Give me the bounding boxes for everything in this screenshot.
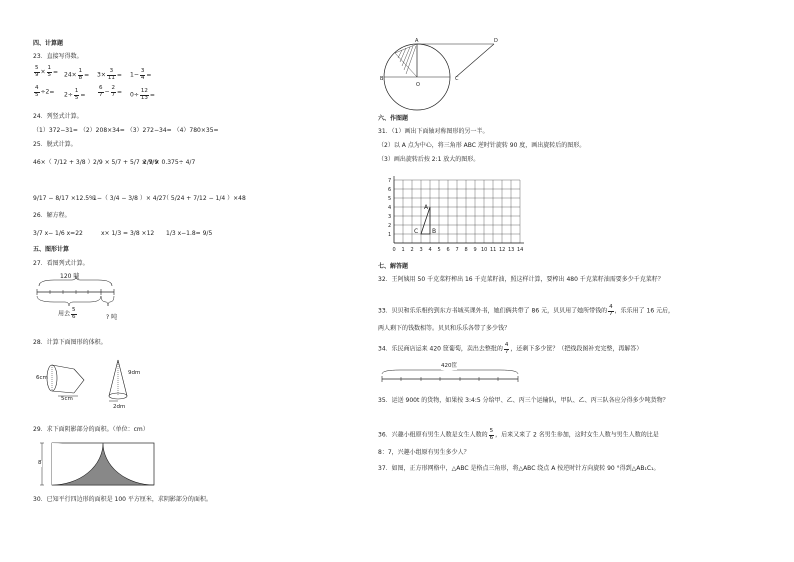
q30-circle-figure xyxy=(380,36,500,116)
q23-item-8: 0÷ $\frac{12}{13}$ = xyxy=(130,88,155,101)
grid-label-a: A xyxy=(424,204,429,211)
fig-label-o: O xyxy=(416,82,420,88)
q23-item-4: 1− $\frac{3}{4}$ = xyxy=(130,68,152,81)
grid-x-tick: 6 xyxy=(446,247,450,253)
grid-x-tick: 12 xyxy=(499,247,506,253)
q36-line2: 8：7，兴趣小组原有男生多少人？ xyxy=(378,449,470,456)
q30-title: 30．已知平行四边形的面积是 100 平方厘米，求阴影部分的面积。 xyxy=(33,496,212,503)
q25-row2-item1: 9/17 − 8/17 ×12.5% xyxy=(33,195,95,202)
q29-title: 29．求下面阴影部分的面积。（单位：cm） xyxy=(33,426,149,433)
q23-item-3: 3× $\frac{3}{11}$ = xyxy=(97,68,122,81)
grid-y-tick: 1 xyxy=(388,232,392,238)
q31-grid xyxy=(380,170,550,256)
triangle-abc xyxy=(421,207,430,234)
grid-x-tick: 13 xyxy=(508,247,515,253)
q27-title: 27．看图列式计算。 xyxy=(33,260,89,267)
grid-x-tick: 4 xyxy=(428,247,432,253)
grid-x-tick: 2 xyxy=(410,247,414,253)
q28-title: 28．计算下面图形的体积。 xyxy=(33,339,107,346)
q26-item2: x× 1/3 = 3/8 ×12 xyxy=(101,230,155,237)
grid-y-tick: 2 xyxy=(388,223,392,229)
q31-part1: 31．（1）画出下面轴对称图形的另一半。 xyxy=(378,128,489,135)
q34-total-label: 420筐 xyxy=(441,363,457,369)
q35-text: 35．运送 900t 的货物，如果按 3:4:5 分给甲、乙、丙三个运输队，甲队、乙、丙三队各应分得多少吨货物？ xyxy=(378,397,669,404)
q31-part3: （3）画出旋转后按 2:1 放大的图形。 xyxy=(378,156,480,163)
q36-line1: 36．兴趣小组原有男生人数是女生人数的 $\frac{5}{6}$ ，后来又来了 2 名男生参加，这时女生人数与男生人数的比是 xyxy=(378,428,659,441)
q25-row2-item2: 1−（ 3/4 − 3/8 ）× 4/27 xyxy=(93,195,167,202)
q32-text: 32．王阿姨用 50 千克菜籽榨出 16 千克菜籽油，照这样计算，要榨出 480 千克菜籽油需要多少千克菜籽？ xyxy=(378,276,664,283)
q28-solids xyxy=(36,356,146,414)
grid-x-tick: 5 xyxy=(437,247,441,253)
grid-x-tick: 14 xyxy=(517,247,524,253)
q23-item-1: $\frac{5}{9}$ × $\frac{1}{5}$ = xyxy=(35,65,59,78)
grid-y-tick: 5 xyxy=(388,196,392,202)
grid-label-c: C xyxy=(414,228,419,235)
q26-title: 26．解方程。 xyxy=(33,212,71,219)
q27-used-label: 用去 $\frac{5}{6}$ xyxy=(58,307,76,320)
q26-item1: 3/7 x− 1/6 x=22 xyxy=(33,230,83,237)
q33-line2: 两人剩下的钱数相等。贝贝和乐乐各带了多少钱？ xyxy=(378,325,511,332)
grid-x-tick: 0 xyxy=(392,247,396,253)
grid-y-tick: 3 xyxy=(388,214,392,220)
q26-item3: 1/3 x−1.8= 9/5 xyxy=(166,230,213,237)
q25-row2-item3: （ 5/24 + 7/12 − 1/4 ）×48 xyxy=(163,195,246,202)
q28-label-2dm: 2dm xyxy=(113,404,126,410)
q29-height-label: 8 xyxy=(38,460,42,466)
section-7-heading: 七、解答题 xyxy=(378,263,409,270)
fig-label-b: B xyxy=(380,76,384,82)
q33-line1: 33．贝贝和乐乐相约到东方书城买课外书，她们俩共带了 86 元，贝贝用了她所带钱的 $\frac{4}{7}$ ，乐乐用了 16 元后， xyxy=(378,304,675,317)
q27-total-label: 120 吨 xyxy=(60,273,80,280)
grid-x-tick: 11 xyxy=(490,247,497,253)
grid-x-tick: 7 xyxy=(455,247,459,253)
grid-x-tick: 9 xyxy=(473,247,477,253)
grid-label-b: B xyxy=(432,228,437,235)
grid-y-tick: 6 xyxy=(388,187,392,193)
q37-text: 37．如图，正方形网格中，△ABC 是格点三角形，将△ABC 绕点 A 按逆时针方向旋转 90 °得到△AB₁C₁。 xyxy=(378,465,660,472)
q28-label-6cm: 6cm xyxy=(36,375,48,381)
q23-item-6: 2÷ $\frac{1}{5}$ = xyxy=(64,88,86,101)
q27-unknown-label: ? 吨 xyxy=(106,314,118,321)
section-5-heading: 五、图形计算 xyxy=(33,246,70,253)
q28-label-9dm: 9dm xyxy=(128,370,141,376)
q25-row1-item3: 2/9 × 0.375÷ 4/7 xyxy=(143,159,196,166)
q28-label-5cm: 5cm xyxy=(61,396,73,402)
q31-part2: （2）以 A 点为中心，将三角形 ABC 逆时针旋转 90 度，画出旋转后的图形。 xyxy=(378,142,586,149)
q24-title: 24．列竖式计算。 xyxy=(33,113,83,120)
q34-line: 34．乐民商店运来 420 筐葡萄，卖出去整批的 $\frac{4}{7}$ ，还剩下多少筐？（把线段图补充完整，再解答） xyxy=(378,342,643,355)
grid-x-tick: 1 xyxy=(401,247,405,253)
q23-item-2: 24× $\frac{1}{8}$ = xyxy=(64,68,90,81)
q25-title: 25．脱式计算。 xyxy=(33,141,77,148)
grid-x-tick: 3 xyxy=(419,247,423,253)
section-6-heading: 六、作图题 xyxy=(378,115,409,122)
grid-x-tick: 8 xyxy=(464,247,468,253)
q25-row1-item2: 2/9 × 5/7 + 5/7 × 7/9 xyxy=(93,159,159,166)
fig-label-c: C xyxy=(455,76,459,82)
fig-label-a: A xyxy=(415,38,419,44)
fig-label-d: D xyxy=(494,38,498,44)
q24-items: （1）372−31= （2）208×34= （3）272−34= （4）780×35= xyxy=(33,127,219,134)
grid-y-tick: 4 xyxy=(388,205,392,211)
q23-title: 23．直接写得数。 xyxy=(33,53,83,60)
q23-item-5: $\frac{4}{5}$ ÷2= xyxy=(35,85,55,98)
q29-shaded-figure xyxy=(38,440,158,488)
q25-row1-item1: 46×（ 7/12 + 3/8 ） xyxy=(33,159,94,166)
section-4-heading: 四、计算题 xyxy=(33,40,64,47)
q23-item-7: $\frac{6}{7}$ − $\frac{2}{7}$ = xyxy=(99,85,123,98)
grid-x-tick: 10 xyxy=(481,247,488,253)
grid-y-tick: 7 xyxy=(388,178,392,184)
